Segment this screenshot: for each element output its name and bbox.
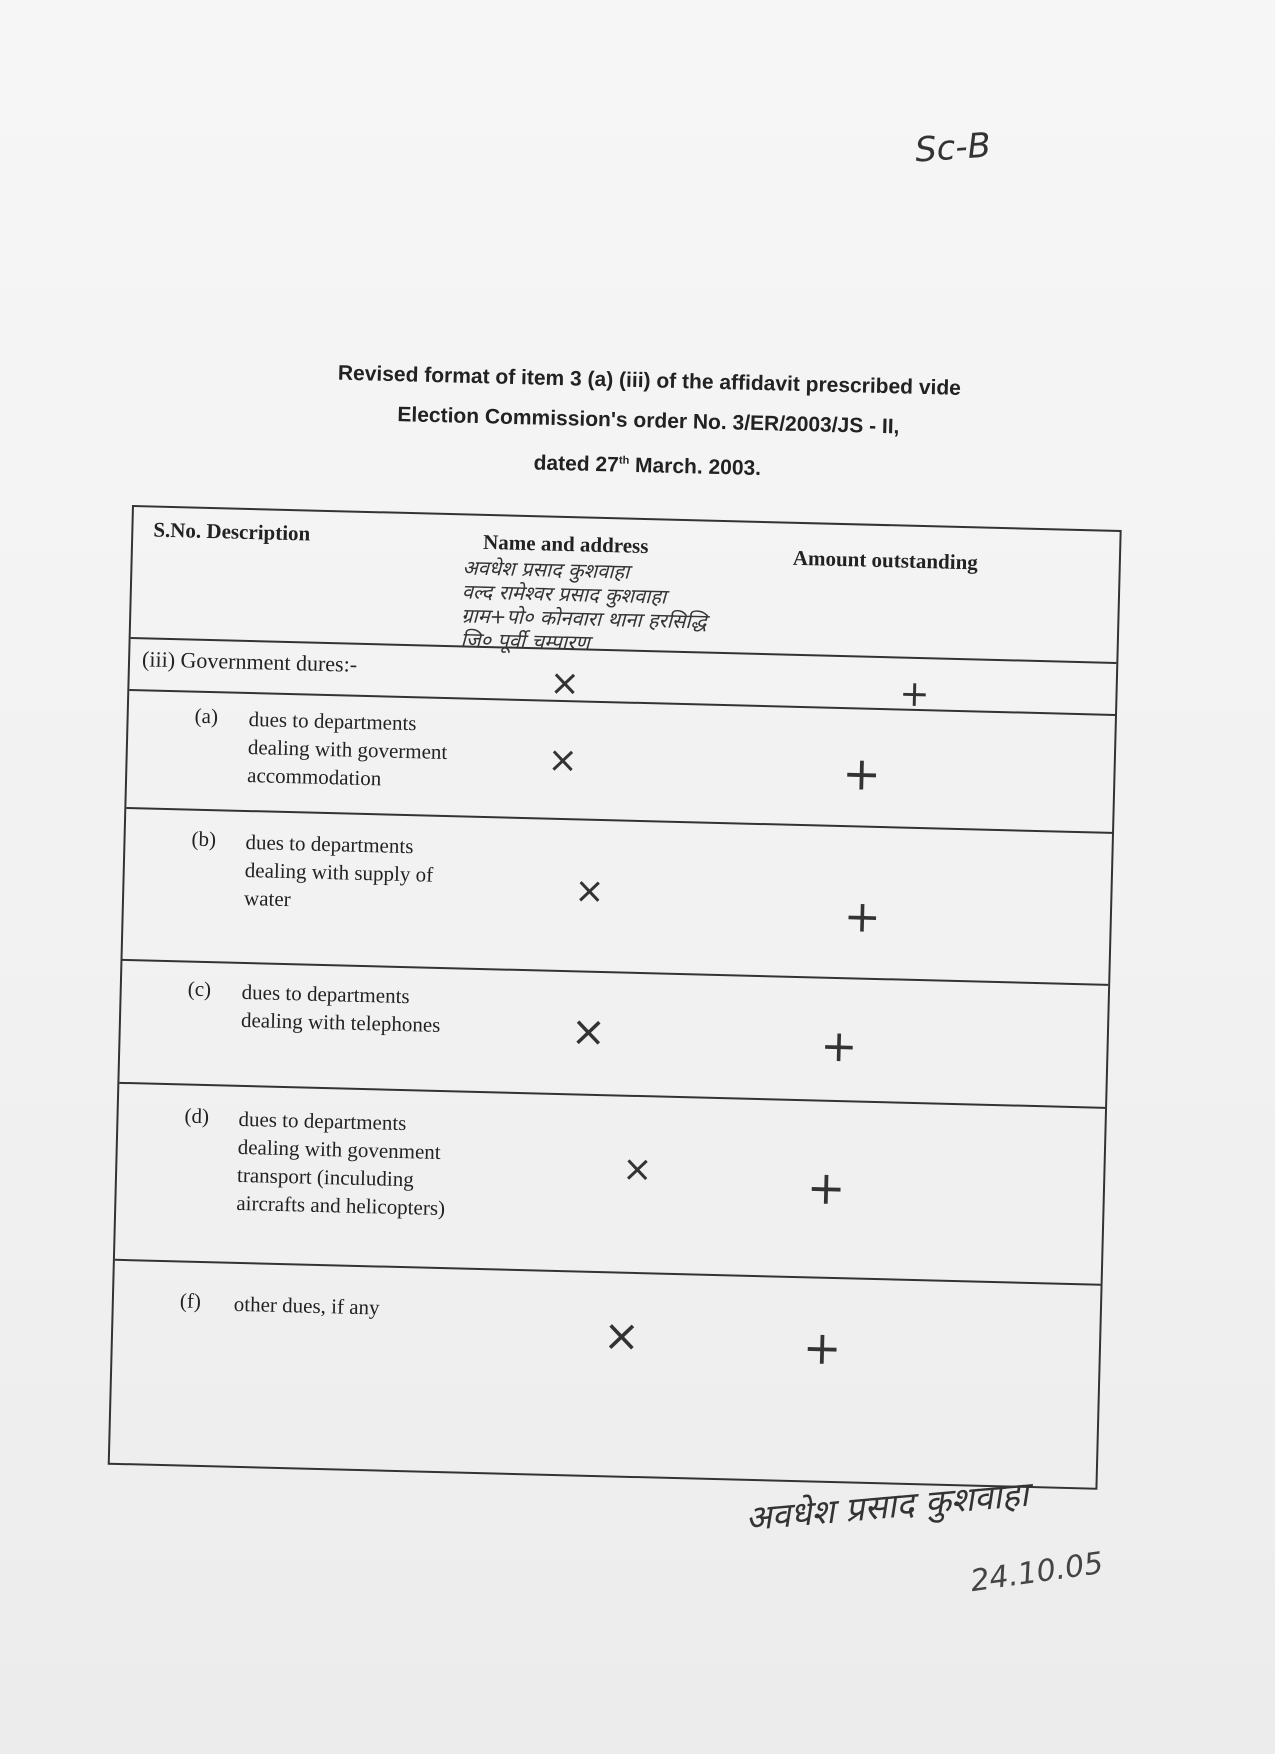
row-d-desc-line: dues to departments	[238, 1106, 407, 1136]
row-a-desc-line: accommodation	[246, 763, 382, 791]
row-a-name-cross-mark: ×	[547, 739, 579, 782]
heading-date-suffix: March. 2003.	[628, 453, 762, 481]
row-f-description	[233, 1290, 484, 1324]
handwritten-name-address	[460, 555, 802, 660]
header-name-address: Name and address	[482, 529, 649, 559]
handwritten-signature: अवधेश प्रसाद कुशवाहा	[743, 1474, 1030, 1540]
row-a-desc-line: dealing with goverment	[247, 735, 448, 765]
row-b-desc-line: water	[243, 885, 292, 912]
handwritten-line-1: अवधेश प्रसाद कुशवाहा	[462, 555, 630, 584]
heading-line-2: Election Commission's order No. 3/ER/2003/JS - II,	[397, 403, 900, 439]
document-heading	[267, 352, 1030, 496]
row-a-desc-line: dues to departments	[248, 707, 417, 736]
row-d-desc-line: dealing with govenment	[237, 1134, 441, 1165]
row-c-index: (c)	[187, 976, 212, 1002]
row-c-description	[241, 978, 492, 1040]
row-b-amount-cross-mark: +	[843, 891, 882, 944]
row-f-amount-cross-mark: +	[802, 1320, 843, 1376]
handwritten-line-2: वल्द रामेश्वर प्रसाद कुशवाहा	[461, 579, 667, 609]
section-name-cross-mark: ×	[549, 662, 581, 705]
row-divider	[115, 1259, 1101, 1286]
row-f-desc-line: other dues, if any	[233, 1291, 380, 1320]
row-d-amount-cross-mark: +	[806, 1160, 847, 1216]
row-d-name-cross-mark: ×	[621, 1148, 654, 1191]
heading-line-1: Revised format of item 3 (a) (iii) of the affidavit prescribed vide	[337, 361, 962, 400]
handwritten-line-4: जि० पूर्वी चम्पारण	[460, 627, 591, 655]
header-sno-description: S.No. Description	[153, 517, 311, 546]
header-amount-outstanding: Amount outstanding	[792, 545, 979, 575]
row-d-desc-line: aircrafts and helicopters)	[236, 1190, 446, 1221]
signature-date: 24.10.05	[968, 1545, 1106, 1600]
handwritten-line-3: ग्राम+पो० कोनवारा थाना हरसिद्धि	[461, 603, 707, 634]
row-d-description	[236, 1105, 489, 1223]
row-b-index: (b)	[191, 826, 217, 852]
row-f-name-cross-mark: ×	[602, 1310, 641, 1363]
heading-date-sup: th	[618, 454, 630, 467]
row-d-desc-line: transport (inculuding	[236, 1162, 415, 1192]
section-amount-cross-mark: +	[898, 673, 931, 716]
corner-handwritten-note: Sc-B	[913, 125, 993, 171]
row-c-name-cross-mark: ×	[570, 1006, 607, 1057]
row-c-desc-line: dealing with telephones	[240, 1007, 441, 1037]
row-a-index: (a)	[194, 703, 219, 729]
row-b-description	[244, 828, 496, 918]
row-b-name-cross-mark: ×	[573, 870, 606, 913]
row-a-description	[247, 705, 499, 795]
row-a-amount-cross-mark: +	[841, 746, 882, 802]
row-c-amount-cross-mark: +	[819, 1020, 859, 1073]
row-b-desc-line: dues to departments	[245, 829, 414, 859]
row-c-desc-line: dues to departments	[241, 979, 410, 1009]
dues-table	[108, 505, 1122, 1490]
section-label: (iii) Government dures:-	[141, 646, 358, 677]
row-f-index: (f)	[179, 1288, 202, 1313]
heading-date-prefix: dated 27	[533, 451, 620, 477]
row-b-desc-line: dealing with supply of	[244, 857, 434, 887]
row-d-index: (d)	[184, 1103, 210, 1129]
